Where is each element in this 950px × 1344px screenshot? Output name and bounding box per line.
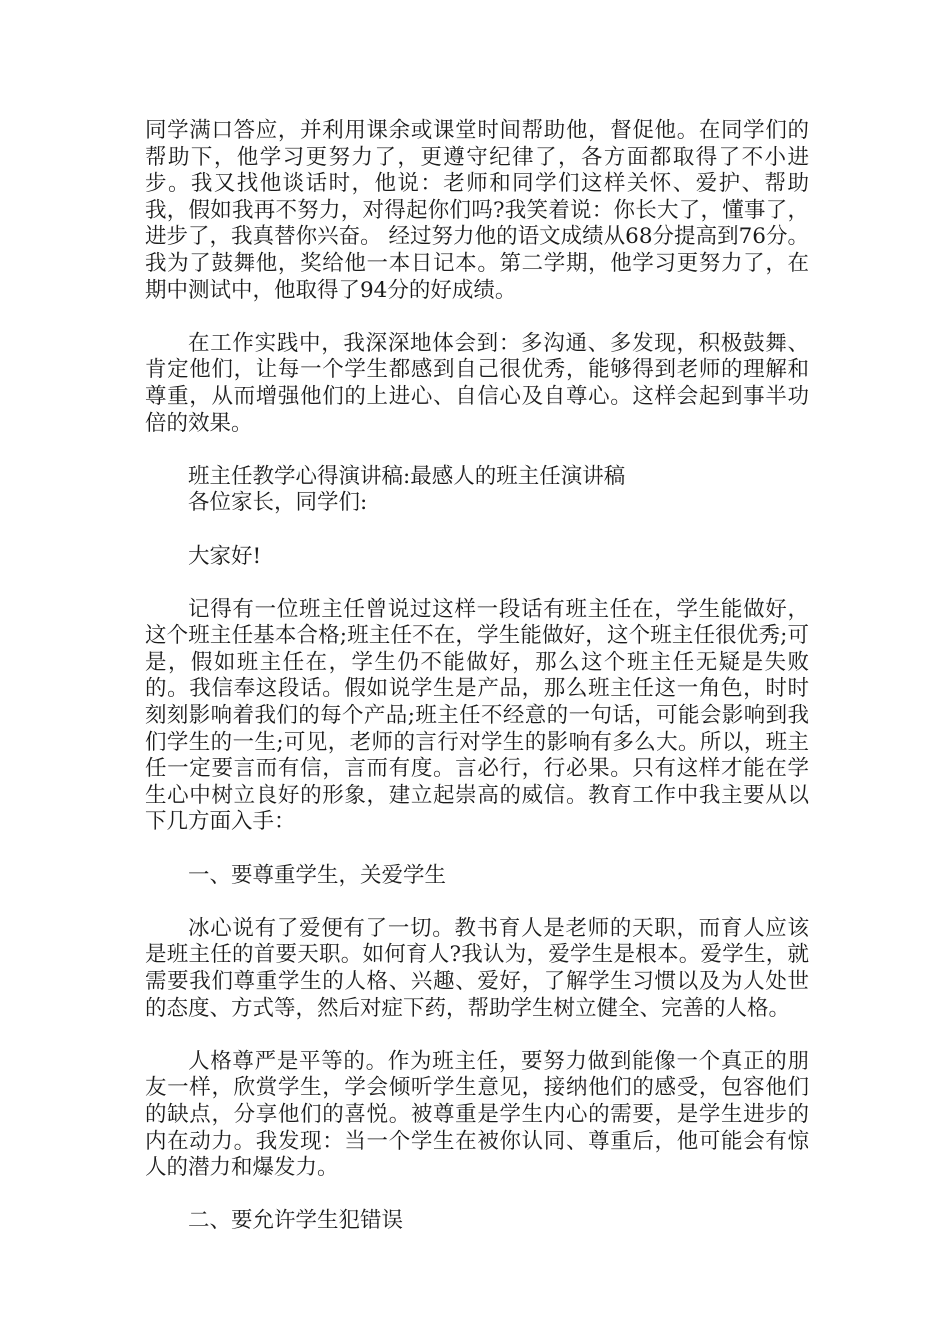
paragraph-dignity: 人格尊严是平等的。作为班主任，要努力做到能像一个真正的朋友一样，欣赏学生，学会倾听学生意见，接纳他们的感受，包容他们的缺点，分享他们的喜悦。被尊重是学生内心的需要，是学生进步的内在动力。我发现：当一个学生在被你认同、尊重后，他可能会有惊人的潜力和爆发力。 bbox=[145, 1048, 809, 1181]
paragraph-reflection: 在工作实践中，我深深地体会到：多沟通、多发现，积极鼓舞、肯定他们，让每一个学生都感到自己很优秀，能够得到老师的理解和尊重，从而增强他们的上进心、自信心及自尊心。这样会起到事半功倍的效果。 bbox=[145, 330, 809, 436]
paragraph-quote: 记得有一位班主任曾说过这样一段话有班主任在，学生能做好，这个班主任基本合格;班主任不在，学生能做好，这个班主任很优秀;可是，假如班主任在，学生仍不能做好，那么这个班主任无疑是失败的。我信奉这段话。假如说学生是产品，那么班主任这一角色，时时刻刻影响着我们的每个产品;班主任不经意的一句话，可能会影响到我们学生的一生;可见，老师的言行对学生的影响有多么大。所以，班主任一定要言而有信，言而有度。言必行，行必果。只有这样才能在学生心中树立良好的形象，建立起崇高的威信。教育工作中我主要从以下几方面入手： bbox=[145, 596, 809, 835]
section-heading-2: 二、要允许学生犯错误 bbox=[188, 1208, 404, 1234]
paragraph-continued: 同学满口答应，并利用课余或课堂时间帮助他，督促他。在同学们的帮助下，他学习更努力了，更遵守纪律了，各方面都取得了不小进步。我又找他谈话时，他说：老师和同学们这样关怀、爱护、帮助我，假如我再不努力，对得起你们吗?我笑着说：你长大了，懂事了，进步了，我真替你兴奋。 经过努力他的语文成绩从68分提高到76分。我为了鼓舞他，奖给他一本日记本。第二学期，他学习更努力了，在期中测试中，他取得了94分的好成绩。 bbox=[145, 118, 809, 303]
document-body bbox=[145, 118, 809, 1262]
section-heading-1: 一、要尊重学生，关爱学生 bbox=[188, 862, 447, 888]
speech-greeting: 大家好! bbox=[188, 543, 262, 569]
speech-title: 班主任教学心得演讲稿:最感人的班主任演讲稿 bbox=[188, 463, 626, 489]
speech-salutation: 各位家长，同学们: bbox=[188, 490, 368, 516]
paragraph-love: 冰心说有了爱便有了一切。教书育人是老师的天职，而育人应该是班主任的首要天职。如何育人?我认为，爱学生是根本。爱学生，就需要我们尊重学生的人格、兴趣、爱好，了解学生习惯以及为人处世的态度、方式等，然后对症下药，帮助学生树立健全、完善的人格。 bbox=[145, 915, 809, 1021]
